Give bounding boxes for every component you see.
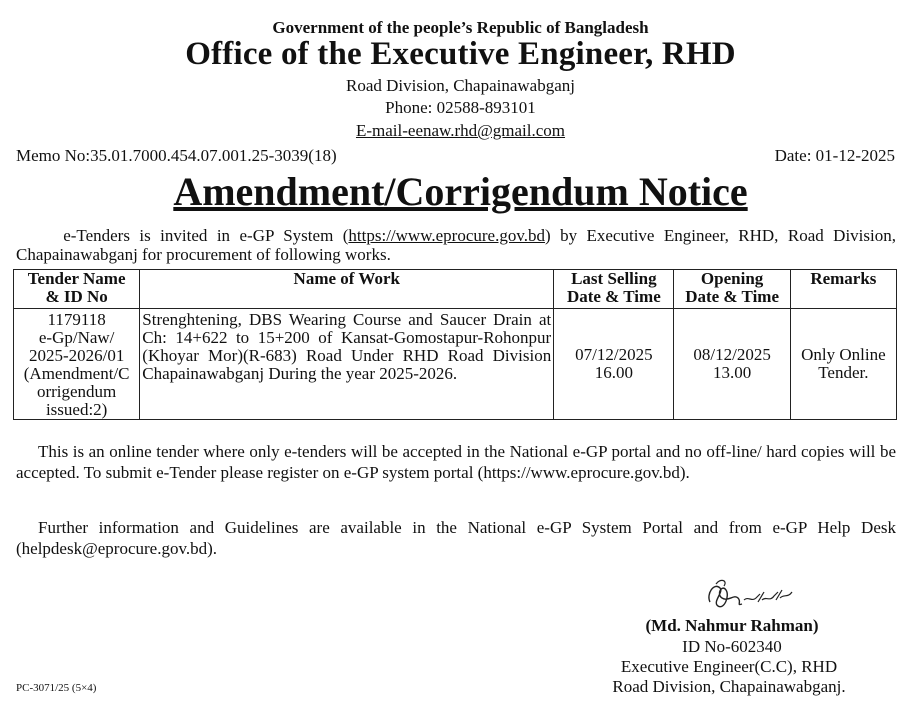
division-line: Road Division, Chapainawabganj [346, 76, 575, 95]
signatory-designation: Executive Engineer(C.C), RHD [620, 657, 838, 676]
remarks-line: Tender. [818, 363, 869, 382]
header-tender-line2: & ID No [45, 287, 108, 306]
email-line [0, 121, 921, 141]
cell-tender-id [14, 309, 140, 420]
cell-work-name: Strenghtening, DBS Wearing Course and Saucer Drain at Ch: 14+622 to 15+200 of Kansat-Gomostapur-Rohonpur (Khoyar Mor)(R-683) Road Under RHD Road Division Chapainawabganj During the year 2025-2026. [140, 309, 554, 420]
tender-id-line: 2025-2026/01 [28, 346, 125, 365]
handwritten-signature [700, 572, 810, 616]
egp-link[interactable]: https://www.eprocure.gov.bd [348, 226, 545, 245]
tender-id-line: e-Gp/Naw/ [38, 328, 115, 347]
tender-id-line: 1179118 [47, 310, 106, 329]
government-line: Government of the people’s Republic of Bangladesh [272, 18, 649, 37]
online-tender-paragraph: This is an online tender where only e-tenders will be accepted in the National e-GP portal and no off-line/ hard copies will be accepted. To submit e-Tender please register on e-GP system portal (https://www.eprocure.gov.bd). [16, 442, 896, 482]
header-opening [674, 270, 790, 309]
table-row [14, 309, 897, 420]
notice-title [0, 168, 921, 215]
office-title: Office of the Executive Engineer, RHD [185, 36, 736, 72]
intro-paragraph [16, 226, 896, 264]
header-tender [14, 270, 140, 309]
tender-id-line: issued:2) [45, 400, 108, 419]
header-remarks: Remarks [790, 270, 896, 309]
opening-time: 13.00 [712, 363, 752, 382]
guidelines-paragraph: Further information and Guidelines are available in the National e-GP System Portal and from e-GP Help Desk (helpdesk@eprocure.gov.bd). [16, 518, 896, 558]
selling-time: 16.00 [594, 363, 633, 382]
email-text: E-mail-eenaw.rhd@gmail.com [355, 121, 566, 140]
notice-date: Date: 01-12-2025 [774, 146, 895, 165]
intro-post: ) by Executive Engineer, RHD, Road Division, Chapainawabganj for procurement of following works. [16, 226, 896, 264]
publication-code: PC-3071/25 (5×4) [16, 682, 97, 694]
tender-id-line: (Amendment/C [23, 364, 130, 383]
memo-number: Memo No:35.01.7000.454.07.001.25-3039(18) [16, 146, 337, 165]
header-work: Name of Work [140, 270, 554, 309]
tender-table [13, 269, 897, 420]
opening-date: 08/12/2025 [693, 345, 771, 364]
notice-title-text: Amendment/Corrigendum Notice [173, 169, 748, 214]
remarks-line: Only Online [801, 345, 886, 364]
header-tender-line1: Tender Name [27, 269, 126, 288]
table-header-row [14, 270, 897, 309]
header-opening-line1: Opening [700, 269, 764, 288]
cell-opening [674, 309, 790, 420]
cell-selling [554, 309, 674, 420]
tender-id-line: orrigendum [36, 382, 117, 401]
signatory-division: Road Division, Chapainawabganj. [612, 677, 846, 696]
header-selling-line1: Last Selling [571, 269, 657, 288]
cell-remarks [790, 309, 896, 420]
selling-date: 07/12/2025 [575, 345, 653, 364]
signatory-name: (Md. Nahmur Rahman) [645, 616, 819, 635]
intro-pre: e-Tenders is invited in e-GP System ( [63, 226, 349, 245]
header-selling [554, 270, 674, 309]
header-selling-line2: Date & Time [566, 287, 661, 306]
signatory-id: ID No-602340 [682, 637, 782, 656]
phone-line: Phone: 02588-893101 [385, 98, 536, 117]
header-opening-line2: Date & Time [685, 287, 780, 306]
